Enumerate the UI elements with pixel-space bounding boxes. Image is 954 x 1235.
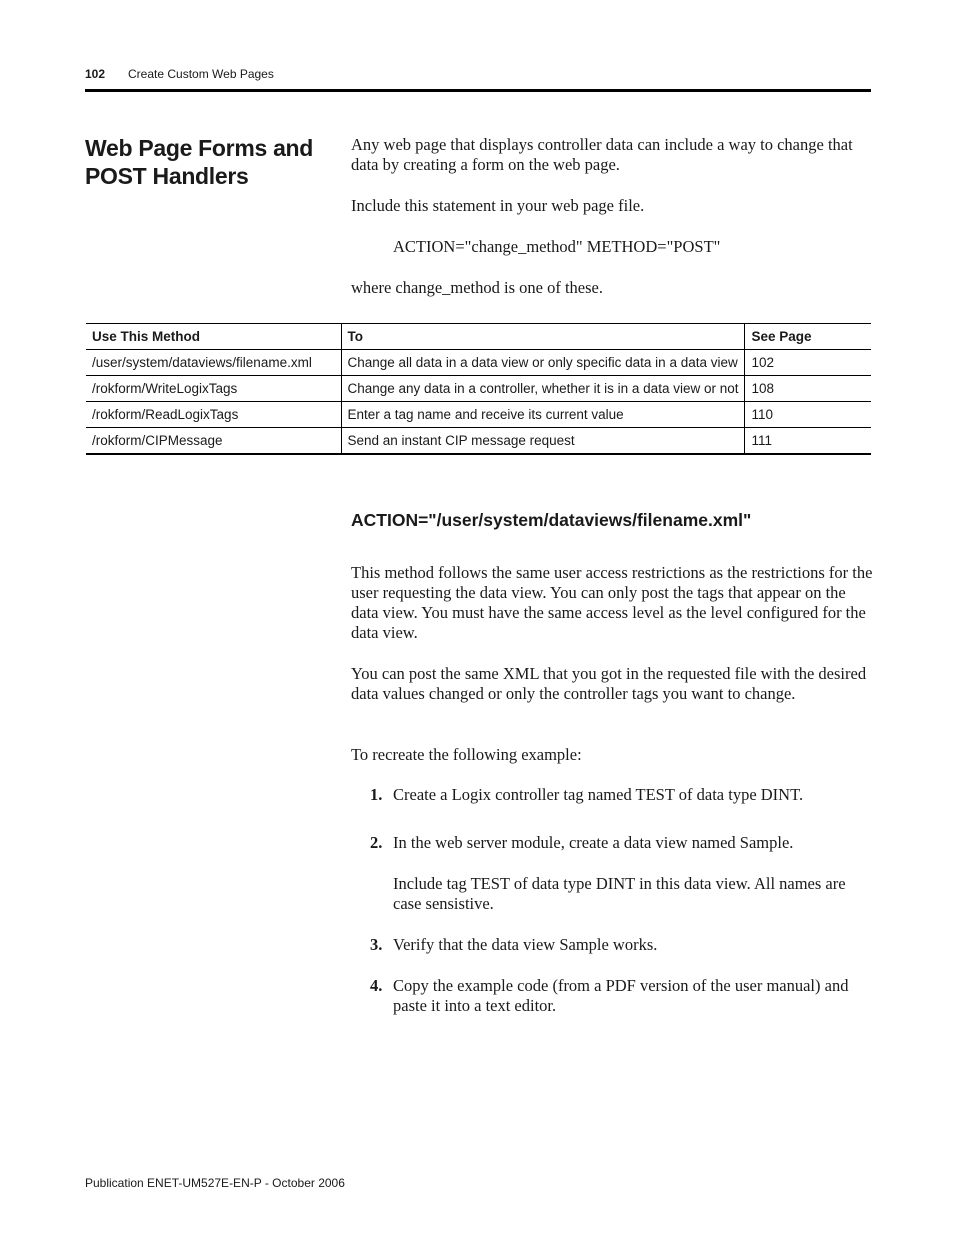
where-paragraph: where change_method is one of these.: [351, 278, 603, 297]
publication-footer: Publication ENET-UM527E-EN-P - October 2006: [85, 1176, 345, 1190]
step-4: [370, 976, 870, 1016]
cell-method: /rokform/CIPMessage: [92, 432, 223, 448]
cell-description: Change any data in a controller, whether it is in a data view or not: [341, 376, 745, 402]
step-2-note: Include tag TEST of data type DINT in this data view. All names are case sensistive.: [393, 874, 846, 913]
cell-description: Send an instant CIP message request: [341, 428, 745, 454]
cell-page: 110: [745, 402, 871, 428]
cell-method: /rokform/ReadLogixTags: [86, 402, 341, 428]
step-2: [370, 833, 870, 853]
cell-method: /user/system/dataviews/filename.xml: [86, 350, 341, 376]
cell-method: /rokform/WriteLogixTags: [86, 376, 341, 402]
recreate-paragraph: To recreate the following example:: [351, 745, 582, 764]
cell-description: Enter a tag name and receive its current value: [341, 402, 745, 428]
step-text: Verify that the data view Sample works.: [393, 935, 658, 954]
table-row: [86, 376, 871, 402]
chapter-title: Create Custom Web Pages: [128, 67, 274, 81]
table-row: [86, 402, 871, 428]
step-1: [370, 785, 870, 805]
page-number: 102: [85, 67, 106, 81]
cell-page: 111: [745, 428, 871, 454]
column-header-method: Use This Method: [86, 324, 341, 350]
intro-paragraph: Any web page that displays controller data can include a way to change that data by creating a form on the web page.: [351, 135, 853, 174]
access-paragraph: This method follows the same user access restrictions as the restrictions for the user requesting the data view. You can only post the tags that appear on the data view. You must have the same access level as the level configured for the data view.: [351, 563, 873, 642]
step-text: Create a Logix controller tag named TEST of data type DINT.: [393, 785, 804, 804]
table-header-row: [86, 324, 871, 350]
step-3: [370, 935, 870, 955]
subsection-title: ACTION="/user/system/dataviews/filename.xml": [351, 510, 752, 530]
cell-description: Change all data in a data view or only specific data in a data view: [341, 350, 745, 376]
column-header-to: To: [341, 324, 745, 350]
table-row: [86, 350, 871, 376]
methods-table: [86, 323, 871, 455]
header-rule: [85, 89, 871, 92]
cell-page: 102: [745, 350, 871, 376]
section-title: Web Page Forms and POST Handlers: [85, 135, 314, 189]
step-number: 1.: [370, 785, 383, 804]
cell-page: 108: [745, 376, 871, 402]
include-paragraph: Include this statement in your web page file.: [351, 196, 645, 215]
step-text: Copy the example code (from a PDF version of the user manual) and paste it into a text editor.: [393, 976, 849, 1015]
step-number: 2.: [370, 833, 383, 852]
code-statement: ACTION="change_method" METHOD="POST": [393, 237, 721, 256]
post-xml-paragraph: You can post the same XML that you got in the requested file with the desired data values changed or only the controller tags you want to change.: [351, 664, 867, 703]
step-number: 4.: [370, 976, 383, 995]
table-row: [86, 428, 871, 454]
step-number: 3.: [370, 935, 383, 954]
column-header-see-page: See Page: [745, 324, 871, 350]
step-text: In the web server module, create a data view named Sample.: [393, 833, 794, 852]
